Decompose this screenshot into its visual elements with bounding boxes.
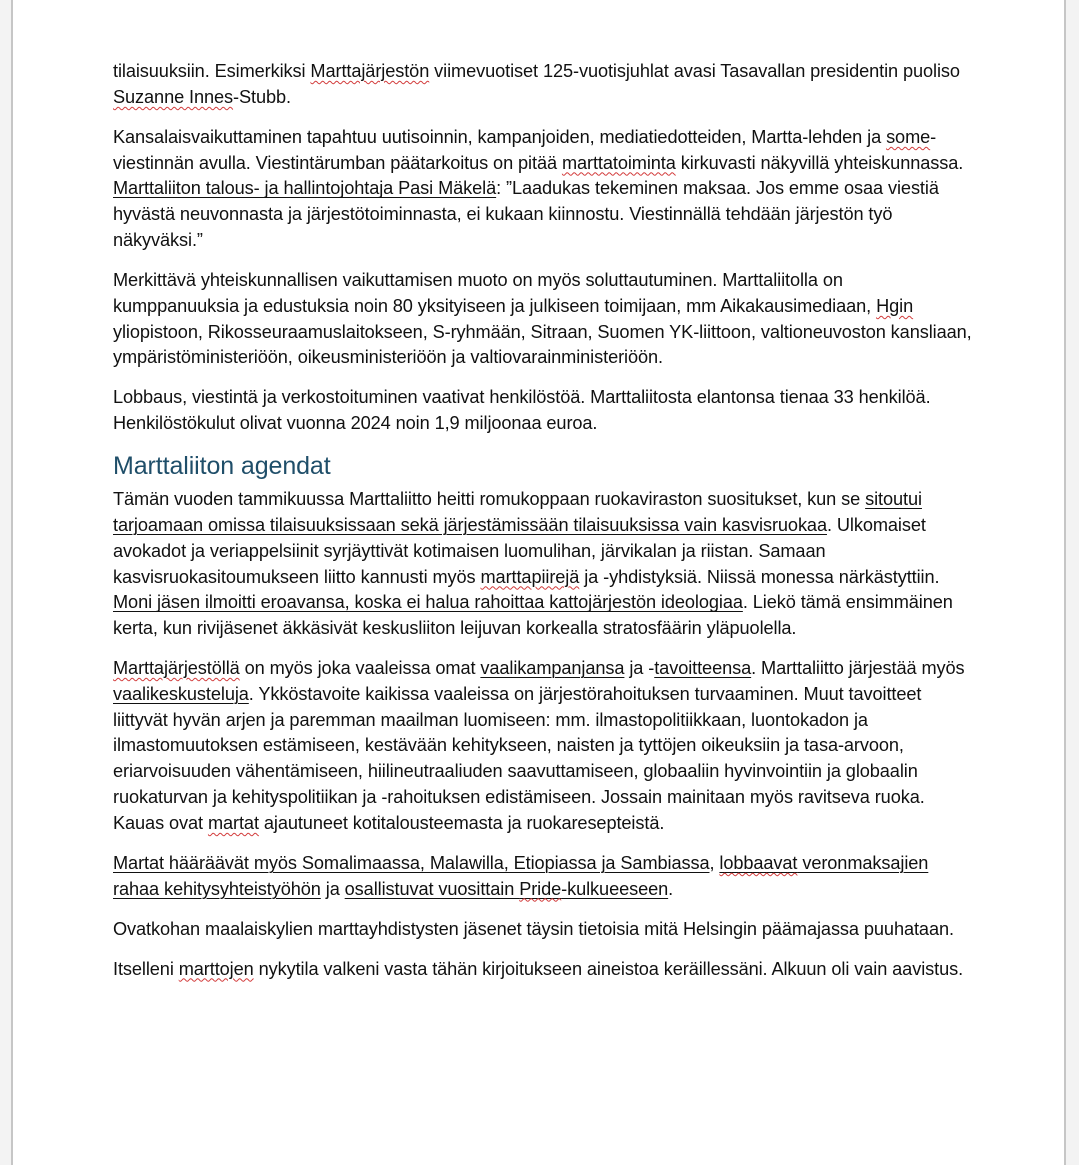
text-run: nykytila valkeni vasta tähän kirjoitukseen aineistoa keräillessäni. Alkuun oli vain aavistus. xyxy=(253,958,964,979)
hyperlink[interactable]: Marttaliiton talous- ja hallintojohtaja Pasi Mäkelä xyxy=(113,178,497,199)
text-run: Itselleni xyxy=(113,958,179,979)
hyperlink[interactable]: vaalikeskusteluja xyxy=(113,683,249,704)
spellcheck-flagged-word[interactable]: Suzanne Innes xyxy=(113,86,234,107)
spellcheck-flagged-word[interactable]: marttatoiminta xyxy=(561,152,676,173)
text-run: Kansalaisvaikuttaminen tapahtuu uutisoinnin, kampanjoiden, mediatiedotteiden, Martta-lehden ja xyxy=(113,126,887,147)
hyperlink[interactable]: veronmaksajien rahaa kehitysyhteistyöhön xyxy=(113,852,929,899)
hyperlink-spellcheck-flagged[interactable] xyxy=(519,879,561,899)
hyperlink[interactable]: sitoutui tarjoamaan omissa tilaisuuksissaan sekä järjestämissään tilaisuuksissa vain kasvisruokaa xyxy=(113,489,922,535)
text-run: ja - xyxy=(624,658,655,679)
text-run: tilaisuuksiin. Esimerkiksi xyxy=(113,61,311,81)
hyperlink[interactable]: -kulkueeseen xyxy=(561,878,669,899)
text-run: . Marttaliitto järjestää myös xyxy=(751,658,965,679)
text-run: Ovatkohan maalaiskylien marttayhdistysten jäsenet täysin tietoisia mitä Helsingin päämajassa puuhataan. xyxy=(113,918,954,939)
text-run: on myös joka vaaleissa omat xyxy=(239,658,481,679)
text-run: ja xyxy=(320,878,345,899)
text-run: , xyxy=(709,852,720,873)
hyperlink[interactable]: osallistuvat vuosittain xyxy=(344,878,520,899)
spellcheck-flagged-word[interactable]: marttojen xyxy=(178,958,254,979)
spellcheck-flagged-word[interactable]: martat xyxy=(207,812,259,833)
paragraph-p6 xyxy=(113,656,973,837)
text-run: . Ykköstavoite kaikissa vaaleissa on järjestörahoituksen turvaaminen. Muut tavoitteet liittyvät hyvän arjen ja paremman maailman luomiseen: mm. ilmastopolitiikkaan, luontokadon ja ilmastomuutoksen estämiseen, kestävään kehitykseen, naisten ja tyttöjen oikeuksiin ja tasa-arvoon, eriarvoisuuden vähentämiseen, hiilineutraaliuden saavuttamiseen, globaaliin hyvinvointiin ja globaalin ruokaturvan ja kehityspolitiikan ja -rahoituksen edistämiseen. Jossain mainitaan myös ravitseva ruoka. Kauas ovat xyxy=(113,683,925,833)
hyperlink[interactable]: Martat hääräävät myös Somalimaassa, Malawilla, Etiopiassa ja Sambiassa xyxy=(113,852,710,873)
spellcheck-flagged-word[interactable]: Pride xyxy=(519,878,562,899)
spellcheck-flagged-word[interactable]: Marttajärjestöllä xyxy=(113,658,240,679)
document-body[interactable] xyxy=(113,59,973,997)
text-run: kirkuvasti näkyvillä yhteiskunnassa. xyxy=(675,152,964,173)
paragraph-p7 xyxy=(113,851,973,903)
document-page[interactable] xyxy=(11,0,1066,1165)
text-run: . xyxy=(668,878,674,899)
text-run: viimevuotiset 125-vuotisjuhlat avasi Tasavallan presidentin puoliso xyxy=(429,61,960,81)
spellcheck-flagged-word[interactable]: some xyxy=(886,126,931,147)
text-run: : ”Laadukas tekeminen maksaa. Jos emme osaa viestiä hyvästä neuvonnasta ja järjestötoiminnasta, ei kukaan kiinnostu. Viestinnällä tehdään järjestön työ näkyväksi.” xyxy=(113,178,939,250)
text-run: Merkittävä yhteiskunnallisen vaikuttamisen muoto on myös soluttautuminen. Marttaliitolla on kumppanuuksia ja edustuksia noin 80 yksityiseen ja julkiseen toimijaan, mm Aikakausimediaan, xyxy=(113,269,877,316)
text-run: . Liekö tämä ensimmäinen kerta, kun rivijäsenet äkkäsivät keskusliiton leijuvan korkealla stratosfäärin yläpuolella. xyxy=(113,592,953,639)
spellcheck-flagged-word[interactable]: lobbaavat xyxy=(719,852,798,873)
paragraph-p5 xyxy=(113,487,973,642)
paragraphs-after-heading xyxy=(113,487,973,982)
hyperlink[interactable]: Moni jäsen ilmoitti eroavansa, koska ei halua rahoittaa kattojärjestön ideologiaa xyxy=(113,592,743,613)
paragraph-p3 xyxy=(113,268,973,371)
spellcheck-flagged-word[interactable]: marttapiirejä xyxy=(480,566,580,587)
text-run: -viestinnän avulla. Viestintärumban päätarkoitus on pitää xyxy=(113,126,937,173)
text-run: Tämän vuoden tammikuussa Marttaliitto heitti romukoppaan ruokaviraston suositukset, kun se xyxy=(113,489,866,510)
paragraph-p4 xyxy=(113,385,973,437)
paragraph-p2 xyxy=(113,125,973,254)
paragraph-p8 xyxy=(113,917,973,943)
section-heading: Marttaliiton agendat xyxy=(113,452,331,481)
paragraphs-before-heading xyxy=(113,59,973,437)
text-run: ajautuneet kotitalousteemasta ja ruokaresepteistä. xyxy=(258,812,665,833)
text-run: . Ulkomaiset avokadot ja veriappelsiinit syrjäyttivät kotimaisen luomulihan, järvikalan ja riistan. Samaan kasvisruokasitoumukseen liitto kannusti myös xyxy=(113,514,926,587)
paragraph-p9 xyxy=(113,957,973,983)
text-run: -Stubb. xyxy=(233,86,291,107)
spellcheck-flagged-word[interactable]: Marttajärjestön xyxy=(310,61,430,81)
hyperlink[interactable]: vaalikampanjansa xyxy=(480,658,625,679)
hyperlink-spellcheck-flagged[interactable] xyxy=(719,853,797,873)
hyperlink[interactable]: tavoitteensa xyxy=(654,658,752,679)
paragraph-p1 xyxy=(113,59,973,111)
text-run: Lobbaus, viestintä ja verkostoituminen vaativat henkilöstöä. Marttaliitosta elantonsa tienaa 33 henkilöä. Henkilöstökulut olivat vuonna 2024 noin 1,9 miljoonaa euroa. xyxy=(113,387,931,434)
text-run: ja -yhdistyksiä. Niissä monessa närkästyttiin. xyxy=(579,566,940,587)
text-run: yliopistoon, Rikosseuraamuslaitokseen, S-ryhmään, Sitraan, Suomen YK-liittoon, valtioneuvoston kansliaan, ympäristöministeriöön, oikeusministeriöön ja valtiovarainministeriöön. xyxy=(113,321,972,368)
spellcheck-flagged-word[interactable]: Hgin xyxy=(876,295,914,316)
